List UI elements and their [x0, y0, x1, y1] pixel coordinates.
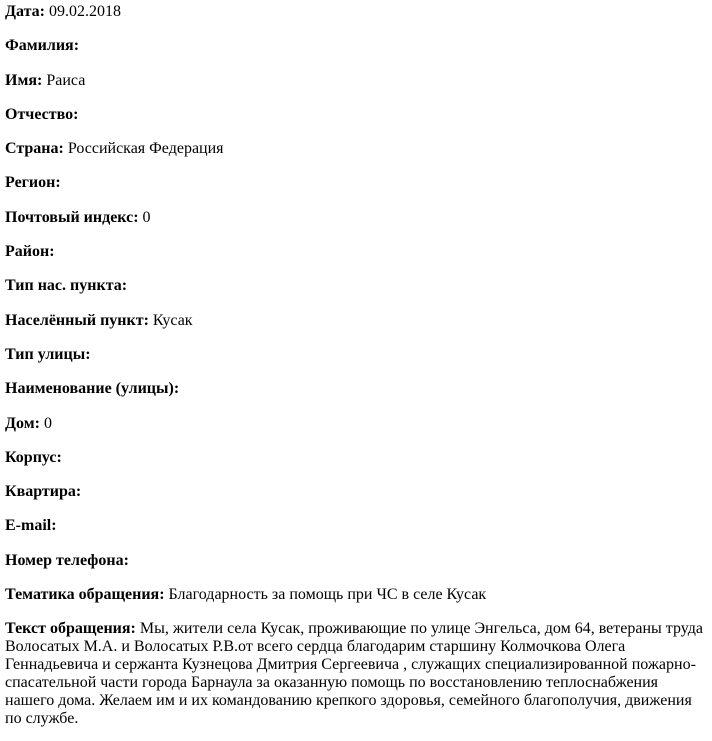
- name-value: Раиса: [46, 71, 86, 89]
- house-label: Дом:: [5, 414, 40, 432]
- name-label: Имя:: [5, 71, 43, 89]
- message-label: Текст обращения:: [5, 620, 136, 638]
- settlement-type-field: [5, 277, 712, 295]
- street-type-label: Тип улицы:: [5, 345, 91, 363]
- postal-code-value: 0: [142, 208, 151, 226]
- phone-field: [5, 552, 712, 570]
- district-field: [5, 243, 712, 261]
- phone-label: Номер телефона:: [5, 551, 129, 569]
- message-value: Мы, жители села Кусак, проживающие по улице Энгельса, дом 64, ветераны труда Волосатых М.А. и Волосатых Р.В.от всего сердца благодарим старшину Колмочкова Олега Геннадьевича и сержанта Кузнецова Дмитрия Сергеевича , служащих специализированной пожарно-спасательной части города Барнаула за оказанную помощь по восстановлению теплоснабжения нашего дома. Желаем им и их командованию крепкого здоровья, семейного благополучия, движения по службе.: [5, 620, 703, 728]
- region-label: Регион:: [5, 174, 61, 192]
- settlement-value: Кусак: [152, 311, 193, 329]
- apartment-label: Квартира:: [5, 483, 82, 501]
- surname-field: [5, 37, 712, 55]
- postal-code-label: Почтовый индекс:: [5, 208, 139, 226]
- house-value: 0: [43, 414, 52, 432]
- patronymic-field: [5, 106, 712, 124]
- district-label: Район:: [5, 243, 55, 261]
- message-field: [5, 620, 705, 728]
- street-type-field: [5, 346, 712, 364]
- postal-code-field: [5, 209, 712, 227]
- building-label: Корпус:: [5, 448, 62, 466]
- email-field: [5, 517, 712, 535]
- patronymic-label: Отчество:: [5, 105, 79, 123]
- settlement-label: Населённый пункт:: [5, 311, 149, 329]
- date-field: [5, 3, 712, 21]
- topic-value: Благодарность за помощь при ЧС в селе Кусак: [168, 586, 487, 604]
- building-field: [5, 449, 712, 467]
- apartment-field: [5, 483, 712, 501]
- country-field: [5, 140, 712, 158]
- street-name-label: Наименование (улицы):: [5, 380, 180, 398]
- region-field: [5, 174, 712, 192]
- date-label: Дата:: [5, 3, 45, 20]
- house-field: [5, 415, 712, 433]
- topic-label: Тематика обращения:: [5, 586, 165, 604]
- surname-label: Фамилия:: [5, 37, 80, 55]
- settlement-field: [5, 312, 712, 330]
- street-name-field: [5, 380, 712, 398]
- date-value: 09.02.2018: [48, 3, 121, 20]
- country-value: Российская Федерация: [67, 140, 224, 158]
- settlement-type-label: Тип нас. пункта:: [5, 277, 128, 295]
- country-label: Страна:: [5, 140, 64, 158]
- email-label: E-mail:: [5, 517, 57, 535]
- topic-field: [5, 586, 712, 604]
- name-field: [5, 72, 712, 90]
